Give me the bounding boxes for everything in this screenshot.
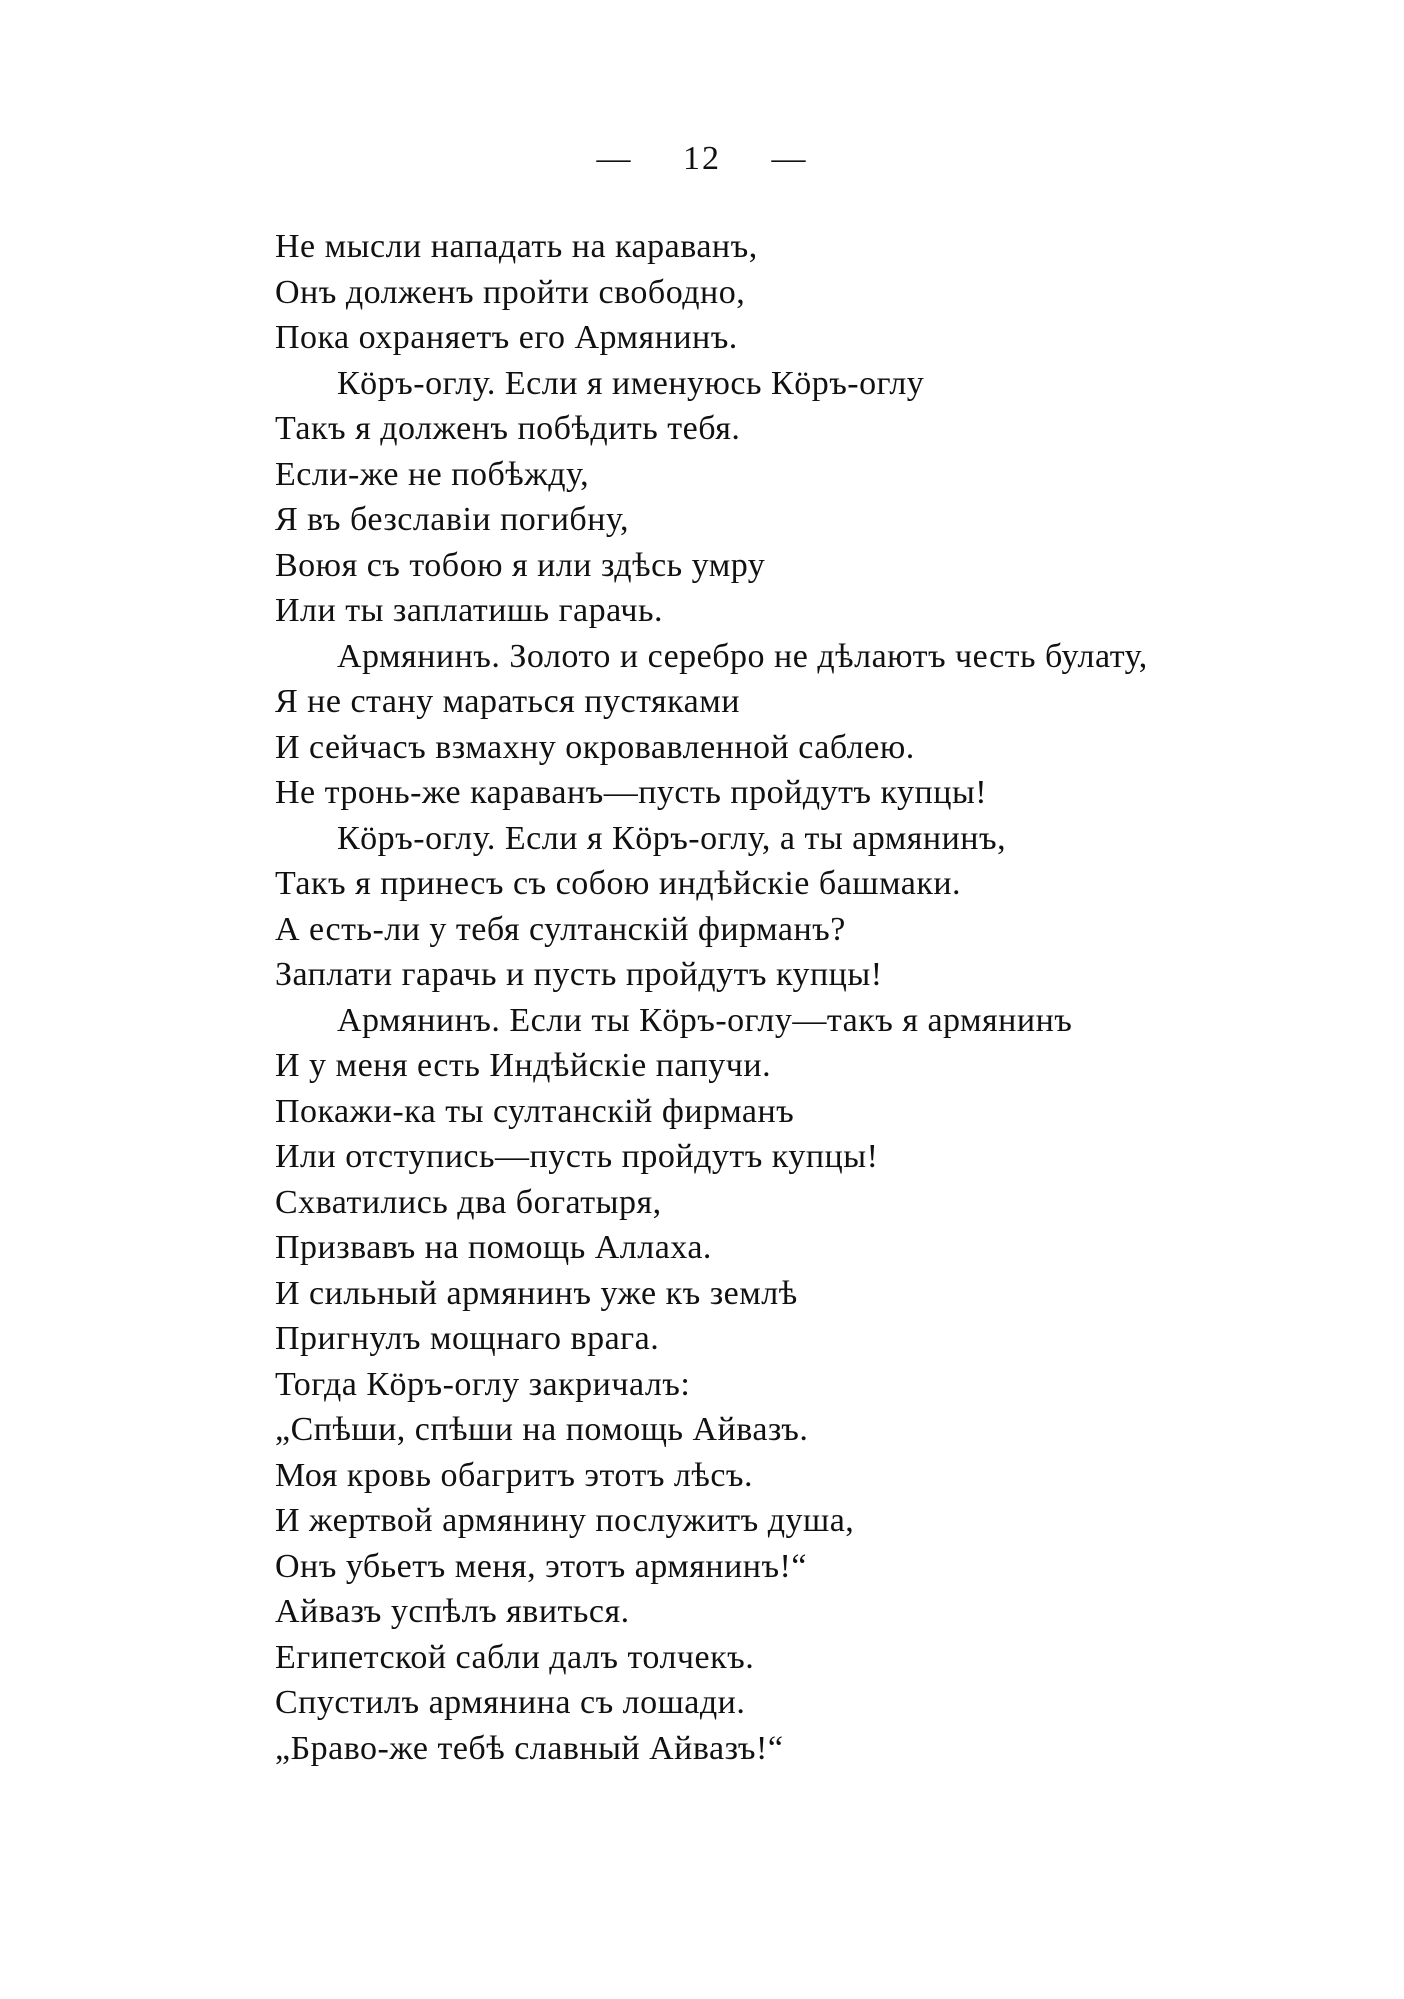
text-line: Такъ я долженъ побѣдить тебя.: [275, 410, 741, 447]
text-line: Призвавъ на помощь Аллаха.: [275, 1229, 712, 1266]
text-line: И сильный армянинъ уже къ землѣ: [275, 1274, 798, 1312]
text-line: Айвазъ успѣлъ явиться.: [275, 1593, 630, 1630]
text-line: И жертвой армянину послужитъ душа,: [275, 1502, 855, 1539]
text-line: Или отступись—пусть пройдутъ купцы!: [275, 1138, 879, 1175]
text-line: Тогда Кöръ-оглу закричалъ:: [275, 1365, 691, 1403]
text-line: Я въ безславіи погибну,: [275, 501, 630, 538]
text-line: Кöръ-оглу. Если я именуюсь Кöръ-оглу: [337, 364, 925, 402]
text-line: Онъ долженъ пройти свободно,: [275, 273, 746, 311]
text-line: Или ты заплатишь гарачь.: [275, 592, 663, 629]
text-line: Воюя съ тобою я или здѣсь умру: [275, 546, 766, 584]
text-line: Покажи-ка ты султанскій фирманъ: [275, 1092, 795, 1130]
poem-text-block: [275, 224, 1315, 1771]
page-number: [0, 140, 1404, 178]
text-line: Не тронь-же караванъ—пусть пройдутъ купцы!: [275, 774, 988, 811]
text-line: И сейчасъ взмахну окровавленной саблею.: [275, 728, 915, 766]
text-line: Я не стану мараться пустяками: [275, 683, 740, 720]
text-line: Онъ убьетъ меня, этотъ армянинъ!“: [275, 1547, 807, 1585]
text-line: А есть-ли у тебя султанскій фирманъ?: [275, 910, 846, 948]
text-line: Схватились два богатыря,: [275, 1183, 662, 1221]
page-number-dash-right: —: [771, 140, 808, 177]
text-line: Кöръ-оглу. Если я Кöръ-оглу, а ты армянинъ,: [337, 819, 1007, 857]
text-line: Не мысли нападать на караванъ,: [275, 228, 758, 265]
text-line: Такъ я принесъ съ собою индѣйскіе башмаки.: [275, 865, 962, 902]
text-line: Египетской сабли далъ толчекъ.: [275, 1638, 755, 1676]
page-number-dash-left: —: [596, 140, 633, 177]
text-line: Заплати гарачь и пусть пройдутъ купцы!: [275, 956, 883, 993]
text-line: „Спѣши, спѣши на помощь Айвазъ.: [275, 1411, 809, 1448]
text-line: Если-же не побѣжду,: [275, 455, 590, 493]
text-line: Спустилъ армянина съ лошади.: [275, 1684, 746, 1721]
text-line: Моя кровь обагритъ этотъ лѣсъ.: [275, 1456, 754, 1494]
text-line: Пригнулъ мощнаго врага.: [275, 1320, 660, 1357]
text-line: Армянинъ. Если ты Кöръ-оглу—такъ я армянинъ: [337, 1001, 1073, 1039]
text-line: И у меня есть Индѣйскіе папучи.: [275, 1047, 772, 1084]
text-line: Армянинъ. Золото и серебро не дѣлаютъ честь булату,: [337, 637, 1148, 675]
text-line: „Браво-же тебѣ славный Айвазъ!“: [275, 1729, 784, 1767]
page-number-value: 12: [683, 140, 721, 177]
text-line: Пока охраняетъ его Армянинъ.: [275, 319, 738, 356]
